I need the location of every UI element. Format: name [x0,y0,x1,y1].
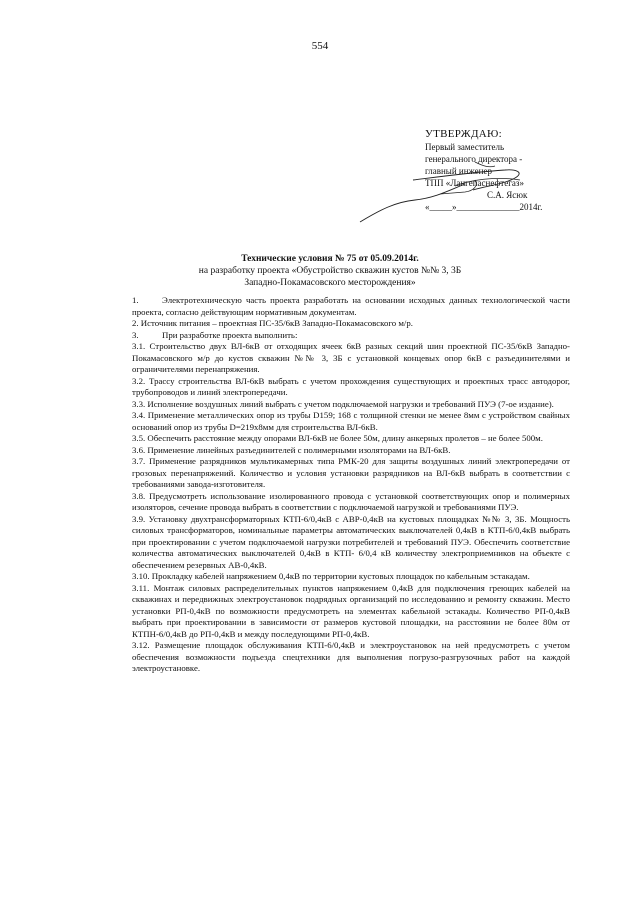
approval-signer: С.А. Ясюк [487,190,528,200]
body-item: 3.12. Размещение площадок обслуживания КТП-6/0,4кВ и электроустановок на ней предусмотреть с учетом обеспечения возможности подъезда спецтехники для выполнения погрузо-разгрузочных работ на каждой электроустановке. [132,640,570,673]
approval-block [425,128,625,213]
body-item: 3.4. Применение металлических опор из трубы D159; 168 с толщиной стенки не менее 8мм с устройством свайных оснований опор из трубы D=219х8мм для строительства ВЛ-6кВ. [132,410,570,432]
approval-heading: УТВЕРЖДАЮ: [425,128,502,140]
body-item: 3.6. Применение линейных разъединителей с полимерными изоляторами на ВЛ-6кВ. [132,444,451,455]
document-title [130,253,530,289]
body-item: 3. При разработке проекта выполнить: [132,329,298,340]
body-item: 2. Источник питания – проектная ПС-35/6кВ Западно-Покамасовского м/р. [132,318,413,328]
body-item: 3.8. Предусмотреть использование изолированного провода с установкой соответствующих опор и полимерных изоляторов, сечение провода выбрать в соответствии с подключаемой нагрузкой и требованиями ПУЭ. [132,490,570,512]
body-item: 3.10. Прокладку кабелей напряжением 0,4кВ по территории кустовых площадок по кабельным эстакадам. [132,571,530,581]
body-item: 3.11. Монтаж силовых распределительных пунктов напряжением 0,4кВ для подключения греющих кабелей на скважинах и передвижных электроустановок подрядных организаций по исследованию и ремонту скважин. Место установки РП-0,4кВ по возможности предусмотреть на элементах кабельной эстакады. Количество РП-0,4кВ выбрать при проектировании в зависимости от размеров кустовой площадки, на расстоянии не более 80м от КТПН-6/0,4кВ до РП-0,4кВ и между последующими РП-0,4кВ. [132,582,570,639]
body-item: 3.9. Установку двухтрансформаторных КТП-6/0,4кВ с АВР-0,4кВ на кустовых площадках №№ 3, 3Б. Мощность силовых трансформаторов, номинальные параметры автоматических выключателей 0,4кВ в КТП-6/0,4кВ выбрать при проектировании с учетом подключаемой нагрузки потребителей и требований ПУЭ. Обеспечить соответствие количества автоматических выключателей 0,4кВ в КТП- 6/0,4 кВ количеству электроприемников на объекте с обеспечением резервных АВ-0,4кВ. [132,513,570,570]
document-body [132,295,570,675]
title-line-2: на разработку проекта «Обустройство скважин кустов №№ 3, 3Б [198,266,462,276]
approval-line: Первый заместитель [425,142,505,152]
body-item: 3.2. Трассу строительства ВЛ-6кВ выбрать с учетом прохождения существующих и проектных трасс автодорог, трубопроводов и линий электропередачи. [132,375,570,397]
body-item: 3.7. Применение разрядников мультикамерных типа РМК-20 для защиты воздушных линий электропередачи от грозовых перенапряжений. Количество и условия установки разрядников на ВЛ-6кВ выбрать в соответствии с требованиями завода-изготовителя. [132,456,570,489]
body-item: 3.5. Обеспечить расстояние между опорами ВЛ-6кВ не более 50м, длину анкерных пролетов – не более 500м. [132,433,543,443]
title-line-1: Технические условия № 75 от 05.09.2014г. [241,254,419,264]
approval-date: «_____»______________2014г. [425,202,543,212]
body-item: 1. Электротехническую часть проекта разработать на основании исходных данных технологической части проекта, согласно действующим нормативным документам. [132,295,570,317]
approval-line: генерального директора - [425,154,523,164]
body-item: 3.3. Исполнение воздушных линий выбрать с учетом подключаемой нагрузки и требований ПУЭ (7-ое издание). [132,398,554,409]
approval-line: главный инженер [425,166,492,176]
title-line-3: Западно-Покамасовского месторождения» [244,278,416,288]
approval-line: ТПП «Лангепаснефтегаз» [425,178,524,188]
page-number: 554 [311,40,329,52]
body-item: 3.1. Строительство двух ВЛ-6кВ от отходящих ячеек 6кВ разных секций шин проектной ПС-35/6кВ Западно-Покамасовского м/р до кустов скважин №№ 3, 3Б с установкой концевых опор 6кВ с разъединителями и ограничителями перенапряжения. [132,341,570,374]
